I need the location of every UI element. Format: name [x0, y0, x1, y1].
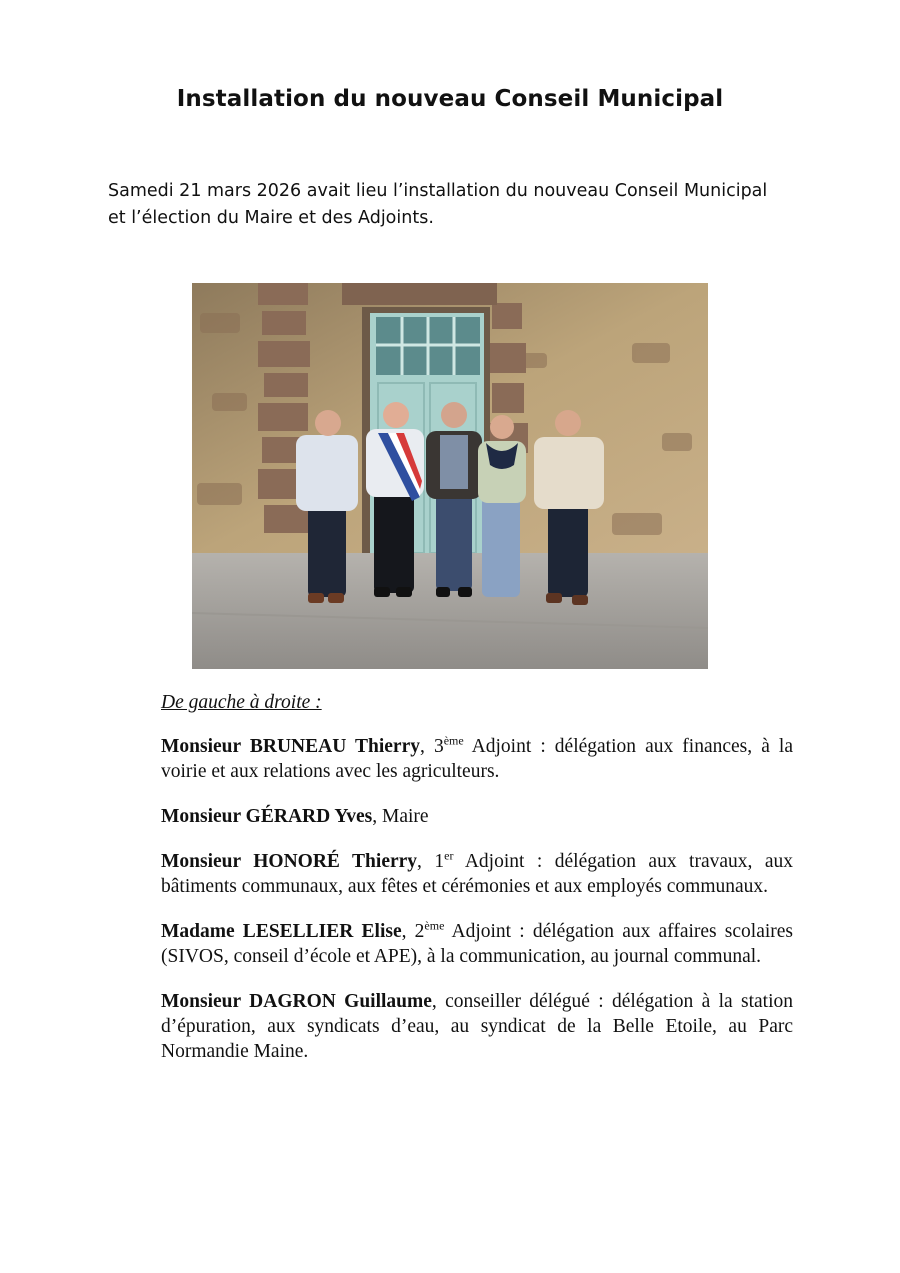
- group-photo: [192, 283, 708, 669]
- captions: [161, 690, 793, 1084]
- person-caption: [161, 989, 793, 1064]
- person-sup: ème: [443, 733, 464, 748]
- person-caption: [161, 849, 793, 899]
- person-pre: , 2: [401, 921, 425, 942]
- person-name: Monsieur HONORÉ Thierry: [161, 851, 418, 872]
- person-name: Monsieur BRUNEAU Thierry: [161, 736, 420, 757]
- person-role: Adjoint : délégation aux travaux, aux bâtiments communaux, aux fêtes et cérémonies et aux employés communaux.: [161, 851, 793, 897]
- person-role: Adjoint : délégation aux affaires scolaires (SIVOS, conseil d’école et APE), à la communication, au journal communal.: [161, 921, 794, 967]
- person-sup: ème: [424, 918, 445, 933]
- person-pre: , 3: [420, 736, 444, 757]
- person-role: Adjoint : délégation aux finances, à la voirie et aux relations avec les agriculteurs.: [161, 736, 793, 782]
- page-title: Installation du nouveau Conseil Municipal: [176, 86, 724, 112]
- person-pre: , conseiller délégué : délégation à la station d’épuration, aux syndicats d’eau, au syndicat de la Belle Etoile, au Parc Normandie Maine.: [161, 991, 793, 1062]
- person-name: Madame LESELLIER Elise: [161, 921, 402, 942]
- person-caption: [161, 919, 793, 969]
- person-pre: , Maire: [372, 806, 429, 827]
- person-name: Monsieur GÉRARD Yves: [161, 806, 373, 827]
- person-sup: er: [444, 848, 454, 863]
- person-caption: [161, 734, 793, 784]
- person-name: Monsieur DAGRON Guillaume: [161, 991, 432, 1012]
- intro-line-1: Samedi 21 mars 2026 avait lieu l’installation du nouveau Conseil Municipal: [108, 181, 768, 201]
- person-caption: [161, 804, 793, 829]
- caption-heading: De gauche à droite :: [161, 692, 322, 713]
- intro-paragraph: [108, 178, 808, 232]
- intro-line-2: et l’élection du Maire et des Adjoints.: [108, 208, 434, 228]
- person-pre: , 1: [417, 851, 445, 872]
